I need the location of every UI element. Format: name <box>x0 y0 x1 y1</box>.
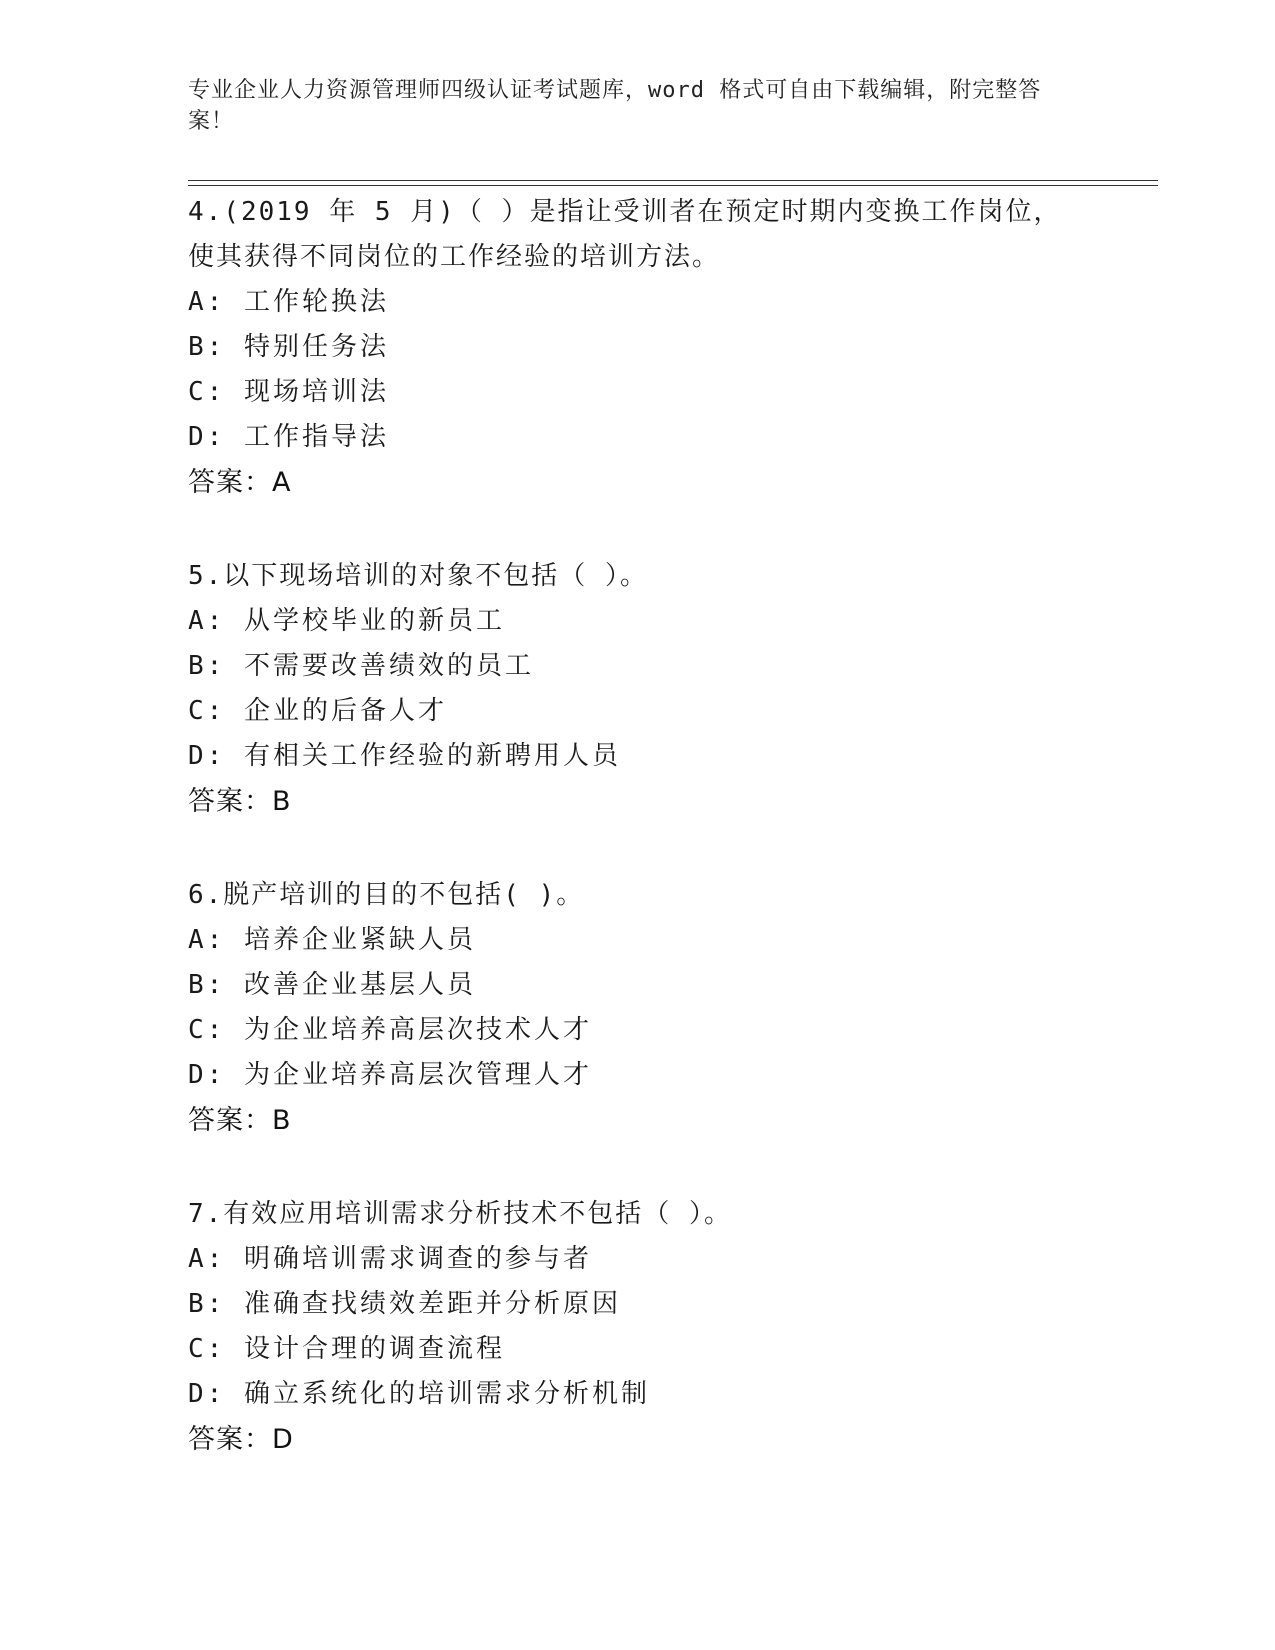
option-b: B: 改善企业基层人员 <box>188 970 476 1000</box>
question-4 <box>188 190 1088 505</box>
question-stem: 6.脱产培训的目的不包括( )。 <box>188 880 585 910</box>
option-a: A: 培养企业紧缺人员 <box>188 925 476 955</box>
question-stem: 4.(2019 年 5 月)（ ）是指让受训者在预定时期内变换工作岗位，使其获得不同岗位的工作经验的培训方法。 <box>188 197 1062 272</box>
option-d: D: 为企业培养高层次管理人才 <box>188 1060 592 1090</box>
option-d: D: 有相关工作经验的新聘用人员 <box>188 741 621 771</box>
question-5 <box>188 554 1088 824</box>
option-c: C: 现场培训法 <box>188 377 389 407</box>
option-d: D: 工作指导法 <box>188 422 389 452</box>
option-a: A: 工作轮换法 <box>188 287 389 317</box>
answer: 答案：D <box>188 1424 294 1455</box>
question-stem: 5.以下现场培训的对象不包括（ ）。 <box>188 561 648 591</box>
option-b: B: 特别任务法 <box>188 332 389 362</box>
option-a: A: 从学校毕业的新员工 <box>188 606 505 636</box>
answer: 答案：A <box>188 467 292 498</box>
question-stem: 7.有效应用培训需求分析技术不包括（ ）。 <box>188 1199 732 1229</box>
option-b: B: 不需要改善绩效的员工 <box>188 651 534 681</box>
option-b: B: 准确查找绩效差距并分析原因 <box>188 1289 621 1319</box>
option-d: D: 确立系统化的培训需求分析机制 <box>188 1379 650 1409</box>
option-c: C: 企业的后备人才 <box>188 696 447 726</box>
option-c: C: 设计合理的调查流程 <box>188 1334 505 1364</box>
question-6 <box>188 873 1088 1143</box>
document-header: 专业企业人力资源管理师四级认证考试题库，word 格式可自由下载编辑，附完整答案！ <box>188 78 1042 134</box>
option-c: C: 为企业培养高层次技术人才 <box>188 1015 592 1045</box>
option-a: A: 明确培训需求调查的参与者 <box>188 1244 592 1274</box>
answer: 答案：B <box>188 786 292 817</box>
header-divider-bottom <box>188 185 1158 186</box>
header-divider-top <box>188 180 1158 181</box>
answer: 答案：B <box>188 1105 292 1136</box>
question-7 <box>188 1192 1088 1462</box>
